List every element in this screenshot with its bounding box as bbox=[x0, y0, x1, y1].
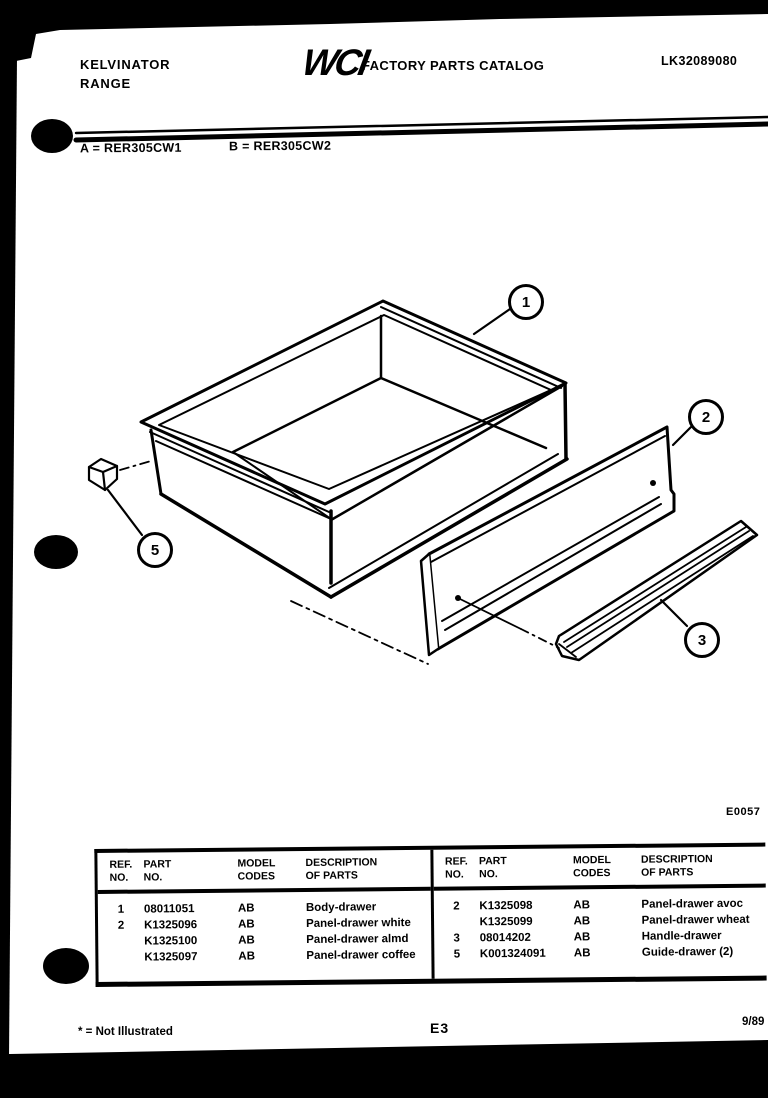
binder-hole-1 bbox=[31, 119, 73, 153]
table-row: K1325097 AB Panel-drawer coffee bbox=[144, 948, 416, 964]
table-row: 2 K1325098 AB Panel-drawer avoc bbox=[453, 897, 744, 913]
col-header-desc: DESCRIPTION OF PARTS bbox=[640, 853, 713, 879]
col-header-ref: REF. NO. bbox=[444, 855, 468, 881]
publication-code: LK32089080 bbox=[661, 54, 738, 68]
binder-hole-3 bbox=[43, 948, 89, 984]
table-row: 2 K1325096 AB Panel-drawer white bbox=[117, 916, 411, 932]
model-b-label: B = RER305CW2 bbox=[228, 138, 332, 154]
binder-hole-2 bbox=[34, 535, 78, 569]
col-header-desc: DESCRIPTION OF PARTS bbox=[305, 856, 378, 882]
callout-5: 5 bbox=[137, 532, 173, 568]
table-row: K1325099 AB Panel-drawer wheat bbox=[479, 913, 750, 929]
table-row: 3 08014202 AB Handle-drawer bbox=[453, 929, 722, 945]
figure-code: E0057 bbox=[726, 806, 761, 818]
parts-table-left bbox=[97, 850, 431, 982]
not-illustrated-note: * = Not Illustrated bbox=[78, 1026, 173, 1038]
brand-name: KELVINATOR bbox=[80, 57, 171, 72]
model-a-label: A = RER305CW1 bbox=[79, 140, 182, 156]
table-row: 5 K001324091 AB Guide-drawer (2) bbox=[453, 945, 734, 961]
date-code: 9/89 bbox=[742, 1016, 765, 1028]
scan-border-top bbox=[0, 0, 768, 63]
table-row: 1 08011051 AB Body-drawer bbox=[117, 901, 377, 916]
callout-2: 2 bbox=[688, 399, 724, 435]
header-rule bbox=[76, 117, 768, 140]
table-header bbox=[433, 847, 766, 891]
scan-border-bottom bbox=[0, 1040, 768, 1098]
col-header-part: PART NO. bbox=[478, 855, 507, 880]
brand-product-line: RANGE bbox=[80, 76, 131, 91]
table-row: K1325100 AB Panel-drawer almd bbox=[144, 932, 409, 948]
page-number: E3 bbox=[430, 1020, 450, 1036]
col-header-part: PART NO. bbox=[143, 858, 172, 884]
col-header-ref: REF. NO. bbox=[109, 858, 133, 884]
scan-border-left bbox=[0, 57, 17, 1058]
parts-table-right bbox=[430, 847, 767, 979]
callout-1: 1 bbox=[508, 284, 544, 320]
callout-3: 3 bbox=[684, 622, 720, 658]
col-header-model: MODEL CODES bbox=[237, 857, 276, 883]
col-header-model: MODEL CODES bbox=[572, 854, 611, 879]
wci-logo: WCI bbox=[299, 42, 370, 83]
parts-table bbox=[94, 843, 766, 987]
drawer-guide-part bbox=[89, 459, 117, 490]
catalog-title: FACTORY PARTS CATALOG bbox=[362, 58, 545, 73]
table-header bbox=[97, 850, 430, 894]
